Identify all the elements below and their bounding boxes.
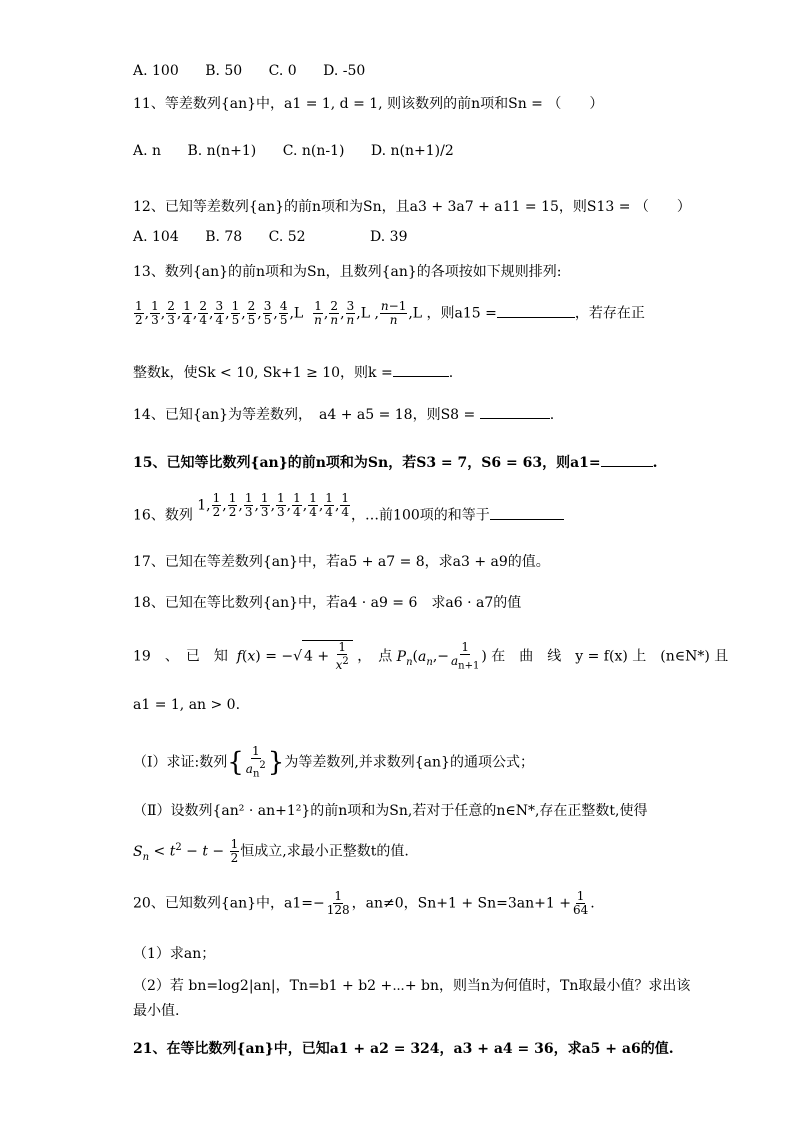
- q15: 15、已知等比数列{an}的前n项和为Sn，若S3 = 7，S6 = 63，则a1= .: [133, 455, 658, 471]
- q13-blank-1[interactable]: [497, 305, 575, 318]
- q20-a: 20、已知数列{an}中，a1=−: [133, 895, 325, 912]
- q11-option-c: C. n(n-1): [282, 143, 345, 159]
- q16-frac-1-4b: $\frac{1}{4}$: [309, 491, 317, 519]
- q13-sequence: $\frac{1}{2}$ , $\frac{1}{3}$ , $\frac{2}{3}$ , $\frac{1}{4}$ , $\frac{2}{4}$ , $\frac{3}{4}$ , $\frac{1}{5}$ , $\frac{2}{5}$ , $\frac{3}{5}$ , $\frac{4}{5}$ ,L $\frac{1}{n}$ , $\frac{2}{n}$ , $\frac{3}{n}$ ,L , $\frac{n-1}{n}$ ,L ，则a15 = ，若存在正: [135, 299, 645, 327]
- q20-part2-line2: 最小值.: [133, 1003, 180, 1019]
- q13-blank-2[interactable]: [393, 364, 449, 377]
- q12-stem: 12、已知等差数列{an}的前n项和为Sn，且a3 + 3a7 + a11 = 15，则S13 = （ ）: [133, 199, 691, 215]
- q19-part2: （Ⅱ）设数列{an² · an+1²}的前n项和为Sn,若对于任意的n∈N*,存在正整数t,使得: [133, 803, 648, 819]
- q18: 18、已知在等比数列{an}中，若a4 · a9 = 6 求a6 · a7的值: [133, 595, 522, 611]
- q20-frac-64: $\frac{1}{64}$: [572, 889, 589, 917]
- frac-1-3: $\frac{1}{3}$: [151, 299, 159, 327]
- q19-part1: （Ⅰ）求证:数列{ $\frac{1}{a_n^2}$ }为等差数列,并求数列{an}的通项公式；: [133, 744, 534, 780]
- frac-1-2: $\frac{1}{2}$: [135, 299, 143, 327]
- q10-options: [133, 63, 387, 79]
- q13-line3-text: 整数k，使Sk < 10, Sk+1 ≥ 10，则k =: [133, 365, 393, 381]
- q20-frac-128: $\frac{1}{128}$: [326, 889, 350, 917]
- frac-n-1-n: $\frac{n-1}{n}$: [380, 299, 407, 327]
- q19-curve: 在 曲 线 y = f(x) 上 (n∈N*) 且: [491, 648, 729, 665]
- q20-part1: （1）求an；: [133, 946, 216, 962]
- q11-option-a: A. n: [133, 143, 162, 159]
- frac-2-n: $\frac{2}{n}$: [330, 299, 339, 327]
- q11-options: [133, 143, 476, 159]
- q20-b: ，an≠0，Sn+1 + Sn=3an+1 +: [351, 895, 571, 912]
- q16-blank[interactable]: [490, 507, 564, 520]
- q16: 16、数列 1, $\frac{1}{2}$ , $\frac{1}{2}$ , $\frac{1}{3}$ , $\frac{1}{3}$ , $\frac{1}{3}$ , $\frac{1}{4}$ , $\frac{1}{4}$ , $\frac{1}{4}$ , $\frac{1}{4}$ ，…前100项的和等于: [133, 492, 564, 525]
- frac-1-4: $\frac{1}{4}$: [183, 299, 191, 327]
- q12-options: [133, 229, 430, 245]
- frac-1-5: $\frac{1}{5}$: [231, 299, 240, 327]
- q12-option-d: D. 39: [370, 229, 408, 245]
- q10-option-b: B. 50: [205, 63, 243, 79]
- q19-dian: ， 点: [357, 648, 393, 665]
- q12-option-a: A. 104: [133, 229, 179, 245]
- q19-label: 19 、 已 知: [133, 648, 228, 665]
- q16-frac-1-3b: $\frac{1}{3}$: [260, 491, 269, 519]
- q14-text: 14、已知{an}为等差数列， a4 + a5 = 18，则S8 =: [133, 407, 476, 423]
- q16-frac-1-4a: $\frac{1}{4}$: [293, 491, 301, 519]
- q16-frac-1-4d: $\frac{1}{4}$: [341, 491, 350, 519]
- frac-2-5: $\frac{2}{5}$: [247, 299, 256, 327]
- q12-option-c: C. 52: [268, 229, 306, 245]
- frac-4-5: $\frac{4}{5}$: [279, 299, 288, 327]
- q19-part2-tail: 恒成立,求最小正整数t的值.: [240, 843, 409, 860]
- q19-part1-b: 为等差数列,并求数列{an}的通项公式；: [284, 754, 534, 771]
- q13-line3: 整数k，使Sk < 10, Sk+1 ≥ 10，则k = .: [133, 365, 454, 381]
- q15-blank[interactable]: [601, 454, 653, 467]
- q10-option-d: D. -50: [323, 63, 366, 79]
- q16-frac-1-2b: $\frac{1}{2}$: [228, 491, 237, 519]
- q20-part2: （2）若 bn=log2|an|，Tn=b1 + b2 +⋯+ bn，则当n为何值时，Tn取最小值？求出该: [133, 978, 691, 994]
- frac-1-n: $\frac{1}{n}$: [314, 299, 322, 327]
- q19-line2: a1 = 1, an > 0.: [133, 697, 241, 713]
- q15-text: 15、已知等比数列{an}的前n项和为Sn，若S3 = 7，S6 = 63，则a1=: [133, 455, 601, 471]
- frac-2-3: $\frac{2}{3}$: [167, 299, 175, 327]
- q13-tail: ，若存在正: [574, 305, 645, 322]
- q19-part2-line2: $S_n < t^2 - t$ − $\frac{1}{2}$ 恒成立,求最小正整数t的值.: [133, 837, 409, 865]
- q19-part1-frac: $\frac{1}{a_n^2}$: [245, 744, 266, 780]
- frac-3-4: $\frac{3}{4}$: [215, 299, 224, 327]
- q14: 14、已知{an}为等差数列， a4 + a5 = 18，则S8 = .: [133, 407, 555, 423]
- q19-frac: $\frac{1}{a_{n+1}}$: [451, 639, 480, 672]
- q16-prefix: 16、数列: [133, 507, 193, 524]
- q12-option-b: B. 78: [205, 229, 243, 245]
- q19-half: $\frac{1}{2}$: [230, 837, 239, 865]
- q19-line1: 19 、 已 知 f(x) = −√ 4 + $\frac{1}{x^2}$ ， 点 $P_n(a_n,-$ $\frac{1}{a_{n+1}}$ ) 在 曲 线 y = f(x) 上 (n∈N*) 且: [133, 639, 729, 672]
- q10-option-a: A. 100: [133, 63, 179, 79]
- q16-frac-1-2a: $\frac{1}{2}$: [212, 491, 221, 519]
- q19-sqrt: 4 + $\frac{1}{x^2}$: [302, 640, 353, 672]
- q16-frac-1-4c: $\frac{1}{4}$: [325, 491, 333, 519]
- frac-3-5: $\frac{3}{5}$: [263, 299, 272, 327]
- q10-option-c: C. 0: [268, 63, 297, 79]
- q11-option-d: D. n(n+1)/2: [370, 143, 454, 159]
- q16-frac-1-3c: $\frac{1}{3}$: [277, 491, 285, 519]
- q19-part1-a: （Ⅰ）求证:数列: [133, 754, 228, 771]
- q11-stem: 11、等差数列{an}中，a1 = 1, d = 1, 则该数列的前n项和Sn = （ ）: [133, 96, 604, 112]
- q11-option-b: B. n(n+1): [187, 143, 257, 159]
- q21: 21、在等比数列{an}中，已知a1 + a2 = 324，a3 + a4 = 36，求a5 + a6的值.: [133, 1041, 674, 1057]
- q17: 17、已知在等差数列{an}中，若a5 + a7 = 8，求a3 + a9的值。: [133, 554, 550, 570]
- q16-frac-1-3a: $\frac{1}{3}$: [244, 491, 253, 519]
- q16-suffix: ，…前100项的和等于: [351, 507, 490, 524]
- q13-stem: 13、数列{an}的前n项和为Sn，且数列{an}的各项按如下规则排列:: [133, 264, 562, 280]
- frac-3-n: $\frac{3}{n}$: [346, 299, 355, 327]
- q20-line1: 20、已知数列{an}中，a1=− $\frac{1}{128}$ ，an≠0，Sn+1 + Sn=3an+1 + $\frac{1}{64}$ .: [133, 889, 595, 917]
- q14-blank[interactable]: [480, 406, 550, 419]
- frac-2-4: $\frac{2}{4}$: [199, 299, 208, 327]
- q13-a15-label: ，则a15 =: [426, 305, 497, 322]
